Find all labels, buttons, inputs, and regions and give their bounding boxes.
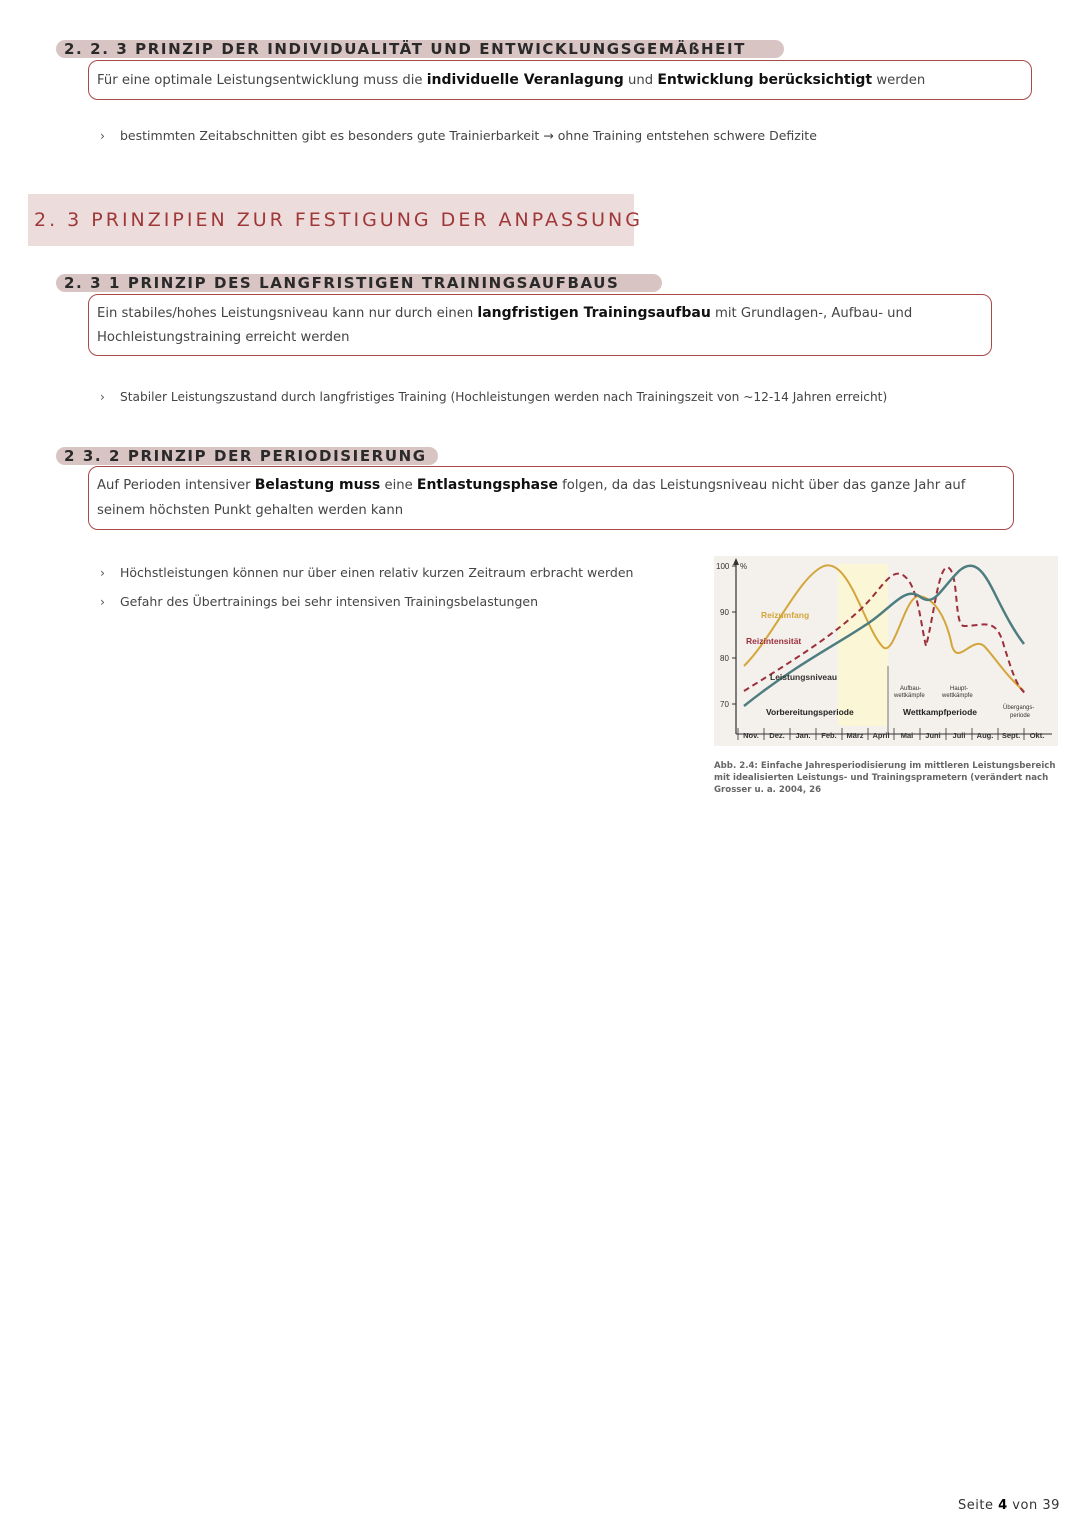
month-label: Nov. xyxy=(743,731,759,740)
label-leistungsniveau: Leistungsniveau xyxy=(770,672,838,682)
definition-box-periodisierung: Auf Perioden intensiver Belastung muss eine Entlastungsphase folgen, da das Leistungsniveau nicht über das ganze Jahr auf seinem höchsten Punkt gehalten werden kann xyxy=(88,466,1014,530)
heading-2-3-1: 2. 3 1 PRINZIP DES LANGFRISTIGEN TRAININGSAUFBAUS xyxy=(56,274,662,292)
label-haupt-2: wettkämpfe xyxy=(942,693,973,699)
month-label: März xyxy=(846,731,864,740)
label-vorbereitungsperiode: Vorbereitungsperiode xyxy=(766,707,854,717)
label-haupt-1: Haupt- xyxy=(950,686,969,692)
svg-text:70: 70 xyxy=(720,700,729,709)
month-label: Mai xyxy=(900,731,914,740)
svg-text:100: 100 xyxy=(716,562,730,571)
periodization-graph xyxy=(714,556,1058,746)
svg-text:90: 90 xyxy=(720,608,729,617)
y-tick-70 xyxy=(720,700,736,709)
month-label: Dez. xyxy=(769,731,785,740)
periodization-figure xyxy=(714,556,1058,746)
y-tick-80 xyxy=(720,654,736,663)
heading-2-3: 2. 3 PRINZIPIEN ZUR FESTIGUNG DER ANPASSUNG xyxy=(28,194,634,246)
bullet-leistungszustand: › Stabiler Leistungszustand durch langfristiges Training (Hochleistungen werden nach Trainingszeit von ~12-14 Jahren erreicht) xyxy=(100,390,888,404)
label-reizintensitaet: Reizintensität xyxy=(746,636,802,646)
month-label: Aug. xyxy=(976,731,994,740)
month-label: Juli xyxy=(952,731,966,740)
y-unit-label: % xyxy=(740,562,748,571)
heading-2-3-2: 2 3. 2 PRINZIP DER PERIODISIERUNG xyxy=(56,447,438,465)
month-label: Juni xyxy=(925,731,941,740)
y-tick-100 xyxy=(716,562,736,571)
bullet-hoechstleistungen: › Höchstleistungen können nur über einen relativ kurzen Zeitraum erbracht werden xyxy=(100,565,634,580)
label-aufbau-2: wettkämpfe xyxy=(894,693,925,699)
month-label: Okt. xyxy=(1029,731,1045,740)
bullet-trainierbarkeit: › bestimmten Zeitabschnitten gibt es besonders gute Trainierbarkeit → ohne Training entstehen schwere Defizite xyxy=(100,128,817,143)
y-axis-arrow xyxy=(733,558,739,565)
definition-box-langfristig: Ein stabiles/hohes Leistungsniveau kann nur durch einen langfristigen Trainingsaufbau mit Grundlagen-, Aufbau- und Hochleistungstraining erreicht werden xyxy=(88,294,992,356)
month-label: Feb. xyxy=(821,731,837,740)
label-aufbau-1: Aufbau- xyxy=(900,686,922,692)
svg-text:80: 80 xyxy=(720,654,729,663)
label-wettkampfperiode: Wettkampfperiode xyxy=(903,707,977,717)
label-uebergang-1: Übergangs- xyxy=(1003,705,1035,711)
month-label: Jan. xyxy=(795,731,811,740)
month-label: April xyxy=(872,731,890,740)
figure-caption: Abb. 2.4: Einfache Jahresperiodisierung im mittleren Leistungsbereich mit idealisierten Leistungs- und Trainingsprametern (verändert nach Grosser u. a. 2004, 26 xyxy=(714,761,1056,795)
label-uebergang-2: periode xyxy=(1010,713,1031,719)
heading-2-2-3: 2. 2. 3 PRINZIP DER INDIVIDUALITÄT UND ENTWICKLUNGSGEMÄßHEIT xyxy=(56,40,784,58)
page-number: Seite 4 von 39 xyxy=(958,1498,1060,1513)
y-tick-90 xyxy=(720,608,736,617)
label-reizumfang: Reizumfang xyxy=(761,610,810,620)
month-label: Sept. xyxy=(1001,731,1021,740)
definition-box-individualitaet: Für eine optimale Leistungsentwicklung muss die individuelle Veranlagung und Entwicklung berücksichtigt werden xyxy=(88,60,1032,100)
bullet-uebertraining: › Gefahr des Übertrainings bei sehr intensiven Trainingsbelastungen xyxy=(100,594,538,609)
